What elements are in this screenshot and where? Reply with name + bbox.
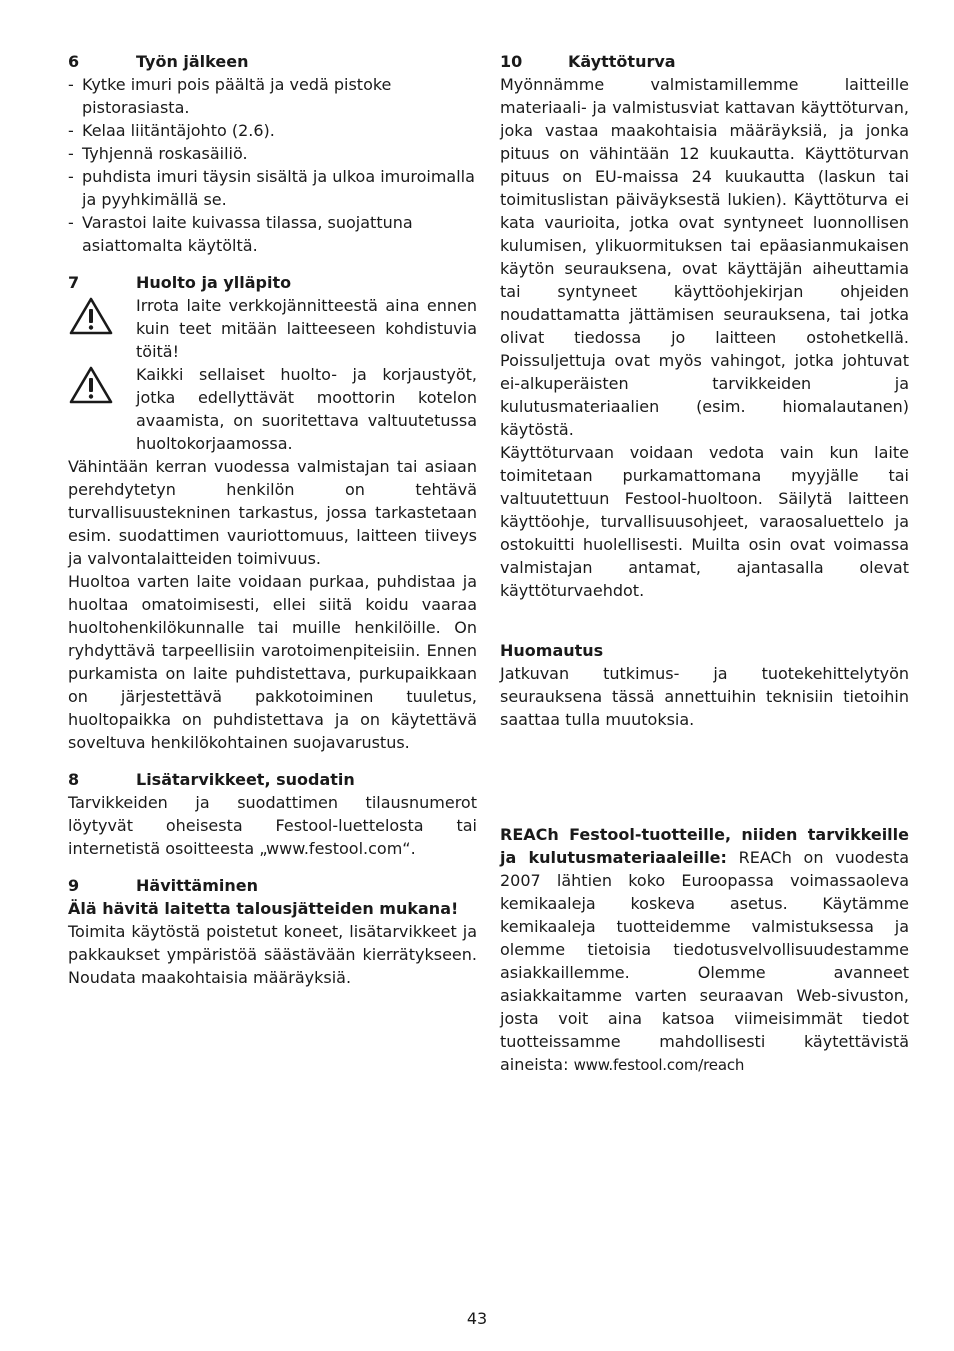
warning-triangle-icon <box>68 294 136 342</box>
right-column <box>500 50 909 1091</box>
paragraph: Myönnämme valmistamillemme laitteille materiaali- ja valmistusviat kattavan käyttöturvan, joka vastaa maakohtaisia määräyksiä, ja jonka pituus on vähintään 12 kuukautta. Käyttöturvan pituus on EU-maissa 24 kuukautta (laskun tai toimituslistan päiväyksestä lukien). Käyttöturva ei kata vaurioita, jotka ovat syntyneet luonnollisen kulumisen, ylikuormituksen tai epäasianmukaisen käytön seurauksena, ovat käyttäjän aiheuttamia tai syntyneet käyttöohjekirjan ohjeiden noudattamatta jättämisen seurauksena, tai jotka olivat tiedossa jo laitteen ostohetkellä. Poissuljettuja ovat myös vahingot, jotka johtuvat ei-alkuperäisten tarvikkeiden ja kulutusmateriaalien (esim. hiomalautanen) käytöstä. <box>500 75 909 439</box>
warning-block <box>68 294 477 363</box>
section-6-heading <box>68 50 477 73</box>
paragraph: Tarvikkeiden ja suodattimen tilausnumerot löytyvät oheisesta Festool-luettelosta tai internetistä osoitteesta „www.festool.com“. <box>68 793 477 858</box>
list-item: - Tyhjennä roskasäiliö. <box>68 142 477 165</box>
section-title: Käyttöturva <box>568 52 676 71</box>
section-title: Lisätarvikkeet, suodatin <box>136 770 355 789</box>
section-6 <box>68 50 477 257</box>
section-number: 8 <box>68 770 80 789</box>
section-number: 6 <box>68 52 80 71</box>
reach-text: REACh on vuodesta 2007 lähtien koko Euroopassa voimassaoleva kemikaaleja koskeva asetus. Käytämme kemikaaleja tuotteidemme valmistuksessa ja olemme tietoisia tiedotusvelvollisuudestamme asiakkaillemme. Olemme avanneet asiakkaitamme varten seuraavan Web-sivuston, josta voit aina katsoa viimeisimmät tiedot tuotteissamme mahdollisesti käytettävistä aineista: <box>500 848 909 1074</box>
warning-triangle-icon <box>68 363 136 411</box>
section-number: 10 <box>500 52 523 71</box>
reach-paragraph <box>500 823 909 1077</box>
section-9 <box>68 874 477 989</box>
paragraph: Käyttöturvaan voidaan vedota vain kun laite toimitetaan purkamattomana myyjälle tai valtuutettuun Festool-huoltoon. Säilytä laitteen käyttöohje, turvallisuusohjeet, varaosaluettelo ja ostokuitti huolellisesti. Muilta osin ovat voimassa valmistajan antamat, ajantasalla olevat käyttöturvaehdot. <box>500 443 909 600</box>
page-number: 43 <box>466 1309 488 1328</box>
section-10 <box>500 50 909 602</box>
after-work-list <box>68 73 477 257</box>
section-7 <box>68 271 477 754</box>
note-section <box>500 639 909 731</box>
paragraph: Huoltoa varten laite voidaan purkaa, puhdistaa ja huoltaa omatoimisesti, ellei siitä koidu vaaraa huoltohenkilökunnalle tai muille henkilöille. On ryhdyttävä tarpeellisiin varotoimenpiteisiin. Ennen purkamista on laite puhdistettava, purkupaikkaan on järjestettävä pakkotoiminen tuuletus, huoltopaikka on puhdistettava ja on käytettävä soveltuva henkilökohtainen suojavarustus. <box>68 572 477 752</box>
list-item: - Kelaa liitäntäjohto (2.6). <box>68 119 477 142</box>
list-item: - Kytke imuri pois päältä ja vedä pistoke pistorasiasta. <box>68 73 477 119</box>
section-title: Työn jälkeen <box>136 52 249 71</box>
list-item: - Varastoi laite kuivassa tilassa, suojattuna asiattomalta käytöltä. <box>68 211 477 257</box>
section-9-heading <box>68 874 477 897</box>
reach-link[interactable]: www.festool.com/reach <box>573 1056 745 1074</box>
section-title: Hävittäminen <box>136 876 258 895</box>
section-8-heading <box>68 768 477 791</box>
section-number: 7 <box>68 273 80 292</box>
reach-heading: REACh Festool-tuotteille, niiden tarvikkeille ja kulutusmateriaaleille: <box>500 825 909 867</box>
section-number: 9 <box>68 876 80 895</box>
section-8 <box>68 768 477 860</box>
warning-text: Irrota laite verkkojännitteestä aina ennen kuin teet mitään laitteeseen kohdistuvia töitä! <box>136 296 477 361</box>
section-7-heading <box>68 271 477 294</box>
note-heading: Huomautus <box>500 641 604 660</box>
warning-block <box>68 363 477 455</box>
disposal-warning: Älä hävitä laitetta talousjätteiden mukana! <box>68 899 459 918</box>
warning-text: Kaikki sellaiset huolto- ja korjaustyöt, jotka edellyttävät moottorin kotelon avaamista, on suoritettava valtuutetussa huoltokorjaamossa. <box>136 365 477 453</box>
paragraph: Jatkuvan tutkimus- ja tuotekehittelytyön seurauksena tässä annettuihin teknisiin tietoihin saattaa tulla muutoksia. <box>500 664 909 729</box>
reach-section <box>500 823 909 1077</box>
section-title: Huolto ja ylläpito <box>136 273 292 292</box>
list-item: - puhdista imuri täysin sisältä ja ulkoa imuroimalla ja pyyhkimällä se. <box>68 165 477 211</box>
section-10-heading <box>500 50 909 73</box>
paragraph: Toimita käytöstä poistetut koneet, lisätarvikkeet ja pakkaukset ympäristöä säästävään kierrätykseen. Noudata maakohtaisia määräyksiä. <box>68 922 477 987</box>
left-column <box>68 50 477 1003</box>
paragraph: Vähintään kerran vuodessa valmistajan tai asiaan perehdytetyn henkilön on tehtävä turvallisuustekninen tarkastus, jossa tarkastetaan esim. suodattimen vauriottomuus, laitteen tiiveys ja valvontalaitteiden toimivuus. <box>68 457 477 568</box>
